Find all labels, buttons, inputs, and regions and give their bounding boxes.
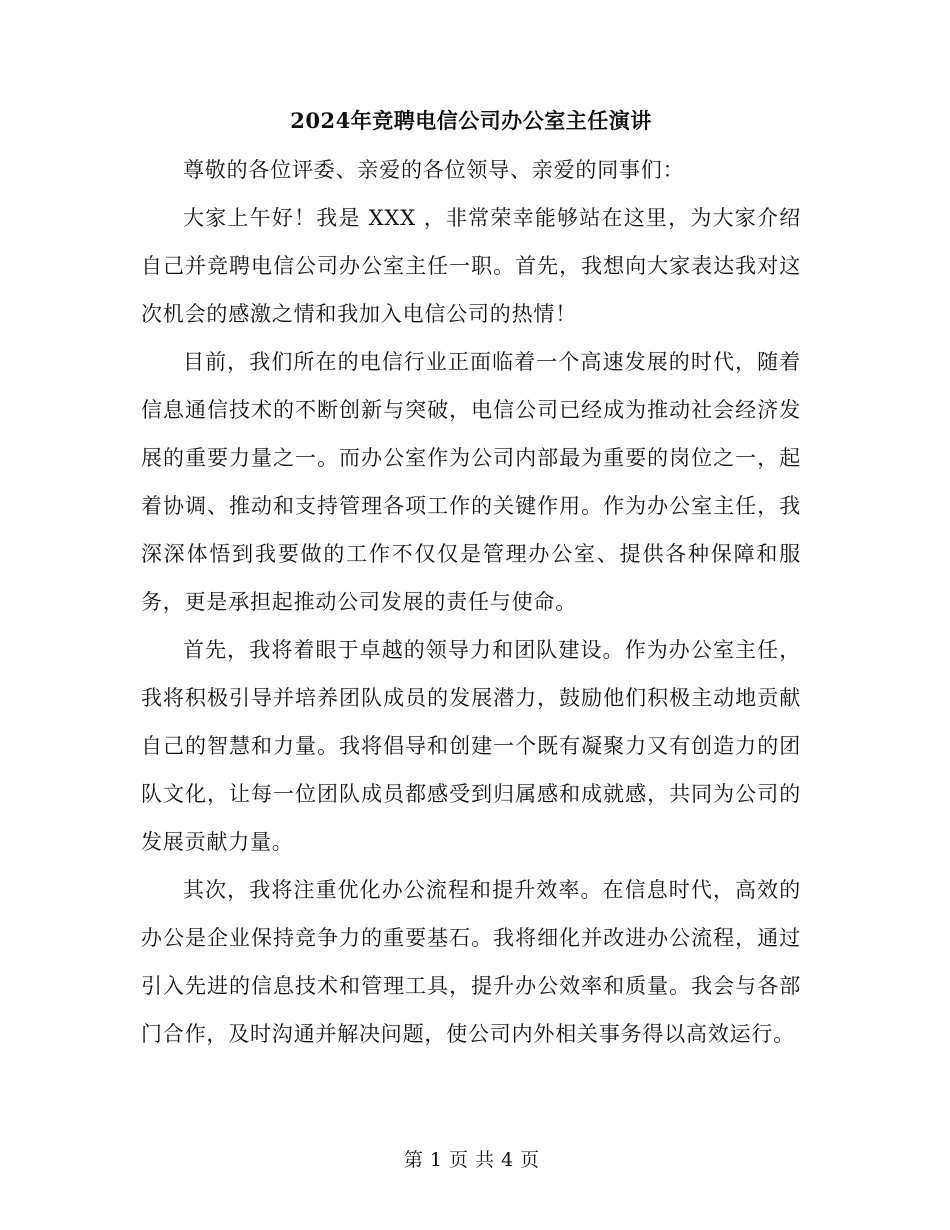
- footer-current-page: 1: [429, 1149, 443, 1171]
- footer-suffix: 页: [520, 1149, 541, 1171]
- paragraph-industry-background: 目前，我们所在的电信行业正面临着一个高速发展的时代，随着信息通信技术的不断创新与突破，电信公司已经成为推动社会经济发展的重要力量之一。而办公室作为公司内部最为重要的岗位之一，起着协调、推动和支持管理各项工作的关键作用。作为办公室主任，我深深体悟到我要做的工作不仅仅是管理办公室、提供各种保障和服务，更是承担起推动公司发展的责任与使命。: [141, 350, 801, 614]
- footer-total-pages: 4: [501, 1149, 515, 1171]
- page-number-footer: [0, 1146, 950, 1174]
- footer-page-word: 页: [448, 1149, 469, 1171]
- paragraph-leadership: 首先，我将着眼于卓越的领导力和团队建设。作为办公室主任，我将积极引导并培养团队成员的发展潜力，鼓励他们积极主动地贡献自己的智慧和力量。我将倡导和创建一个既有凝聚力又有创造力的团队文化，让每一位团队成员都感受到归属感和成就感，共同为公司的发展贡献力量。: [141, 638, 801, 854]
- paragraph-salutation: 尊敬的各位评委、亲爱的各位领导、亲爱的同事们：: [183, 158, 685, 182]
- paragraph-efficiency: 其次，我将注重优化办公流程和提升效率。在信息时代，高效的办公是企业保持竞争力的重要基石。我将细化并改进办公流程，通过引入先进的信息技术和管理工具，提升办公效率和质量。我会与各部门合作，及时沟通并解决问题，使公司内外相关事务得以高效运行。: [141, 878, 801, 1046]
- paragraph-greeting: 大家上午好！我是 XXX ，非常荣幸能够站在这里，为大家介绍自己并竞聘电信公司办公室主任一职。首先，我想向大家表达我对这次机会的感激之情和我加入电信公司的热情！: [141, 206, 801, 326]
- document-title: 2024年竞聘电信公司办公室主任演讲: [290, 108, 652, 133]
- footer-prefix: 第: [403, 1149, 424, 1171]
- footer-total-word: 共: [475, 1149, 496, 1171]
- document-body: [141, 101, 801, 1058]
